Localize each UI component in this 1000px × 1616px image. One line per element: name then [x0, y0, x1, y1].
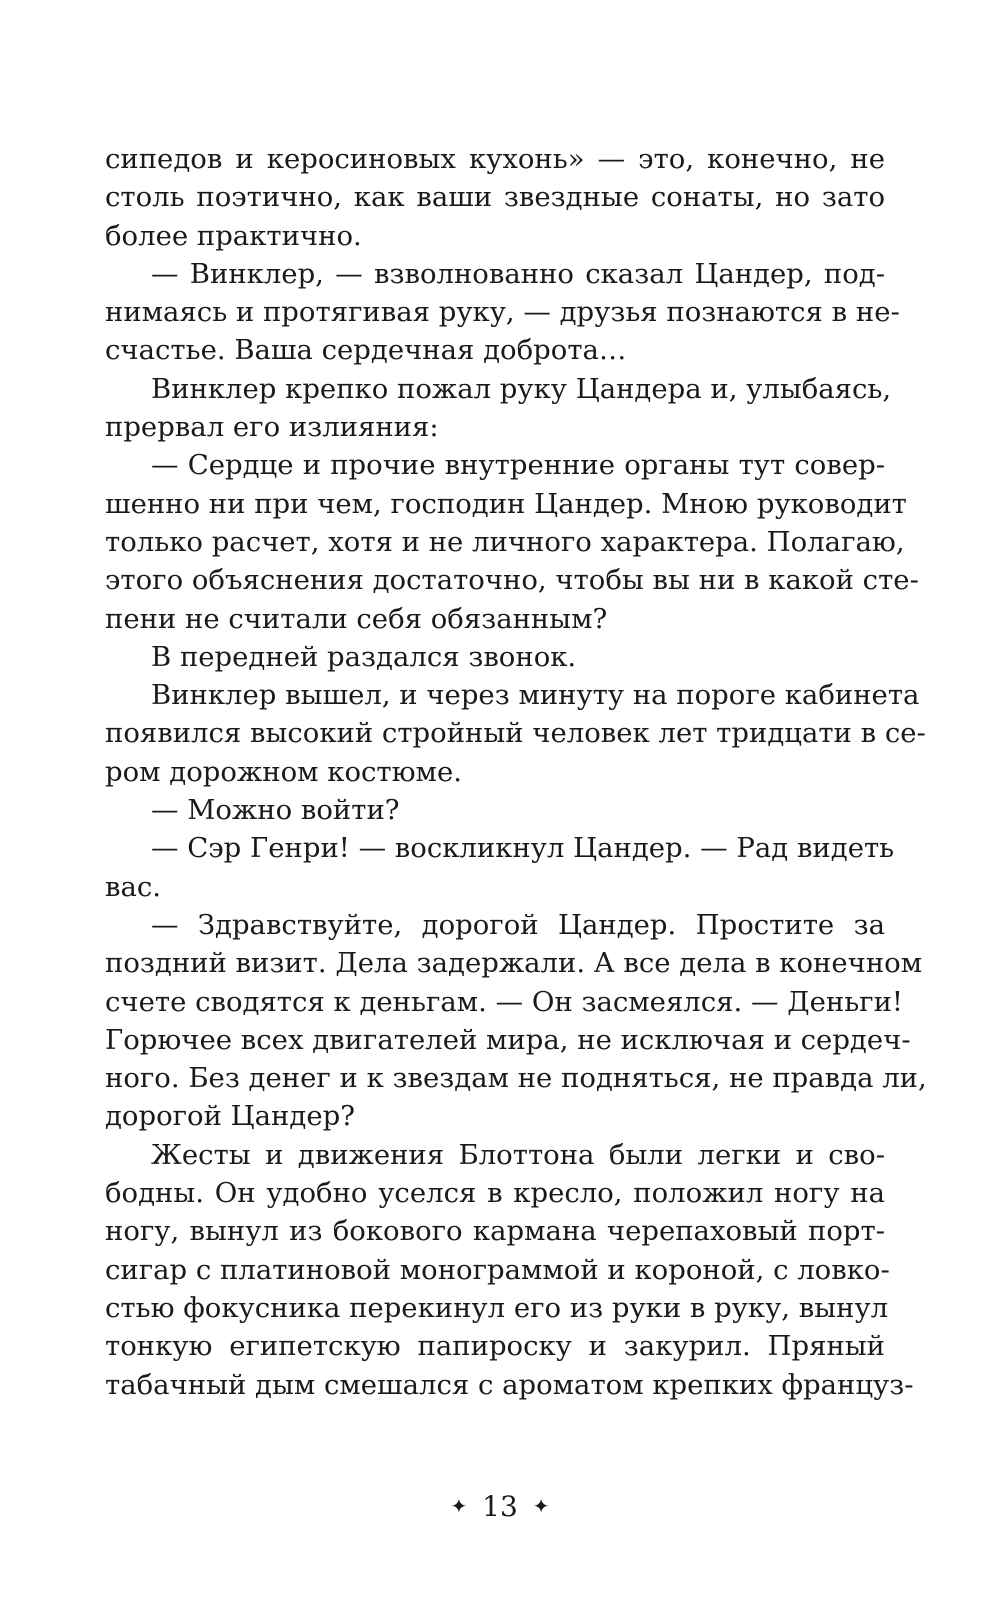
text-line: только расчет, хотя и не личного характера. Полагаю,: [105, 525, 905, 558]
text-line: нимаясь и протягивая руку, — друзья познаются в не-: [105, 296, 900, 329]
text-line: Горючее всех двигателей мира, не исключая и сердеч-: [105, 1023, 911, 1056]
text-line: В передней раздался звонок.: [151, 640, 577, 673]
text-line: появился высокий стройный человек лет тридцати в се-: [105, 717, 926, 750]
text-line: — Сердце и прочие внутренние органы тут совер-: [151, 449, 885, 482]
text-line: сипедов и керосиновых кухонь» — это, конечно, не: [105, 143, 885, 175]
star-ornament-icon: ✦: [532, 1494, 550, 1518]
text-line: ного. Без денег и к звездам не подняться, не правда ли,: [105, 1062, 927, 1095]
text-line: тонкую египетскую папироску и закурил. Пряный: [105, 1330, 885, 1363]
text-line: — Можно войти?: [151, 794, 400, 827]
text-line: прервал его излияния:: [105, 411, 439, 444]
text-line: — Сэр Генри! — воскликнул Цандер. — Рад видеть: [151, 832, 895, 865]
text-line: поздний визит. Дела задержали. А все дела в конечном: [105, 947, 923, 980]
text-line: ногу, вынул из бокового кармана черепаховый порт-: [105, 1215, 885, 1248]
page-footer: [0, 1490, 1000, 1523]
text-line: — Винклер, — взволнованно сказал Цандер, под-: [151, 257, 885, 290]
text-line: вас.: [105, 870, 162, 903]
text-line: Винклер вышел, и через минуту на пороге кабинета: [151, 679, 920, 712]
text-line: бодны. Он удобно уселся в кресло, положил ногу на: [105, 1177, 885, 1210]
text-line: счете сводятся к деньгам. — Он засмеялся. — Деньги!: [105, 985, 903, 1018]
text-line: дорогой Цандер?: [105, 1100, 355, 1133]
page-number: 13: [482, 1490, 518, 1523]
text-line: счастье. Ваша сердечная доброта…: [105, 334, 627, 367]
text-line: столь поэтично, как ваши звездные сонаты, но зато: [105, 181, 885, 214]
text-line: сигар с платиновой монограммой и короной, с ловко-: [105, 1253, 890, 1286]
text-line: — Здравствуйте, дорогой Цандер. Простите за: [151, 908, 885, 941]
page-body: [105, 140, 927, 1404]
text-line: Жесты и движения Блоттона были легки и сво-: [151, 1138, 885, 1171]
text-line: пени не считали себя обязанным?: [105, 602, 608, 635]
star-ornament-icon: ✦: [450, 1494, 468, 1518]
text-line: этого объяснения достаточно, чтобы вы ни в какой сте-: [105, 564, 919, 597]
text-line: ром дорожном костюме.: [105, 755, 462, 788]
text-line: более практично.: [105, 219, 362, 252]
text-line: шенно ни при чем, господин Цандер. Мною руководит: [105, 487, 907, 520]
text-line: Винклер крепко пожал руку Цандера и, улыбаясь,: [151, 372, 892, 405]
text-line: стью фокусника перекинул его из руки в руку, вынул: [105, 1291, 889, 1324]
text-line: табачный дым смешался с ароматом крепких француз-: [105, 1368, 914, 1401]
